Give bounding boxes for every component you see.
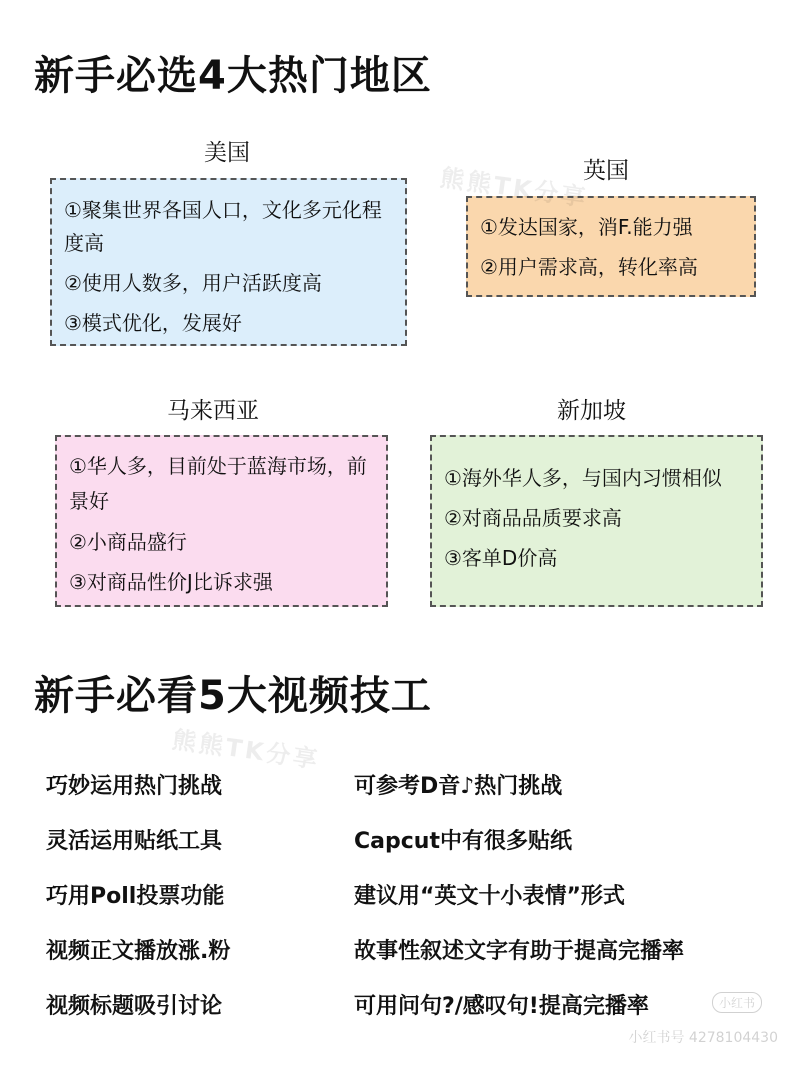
tip-row (46, 977, 776, 1032)
tip-row (46, 867, 776, 922)
section1-title: 新手必选4大热门地区 (34, 53, 432, 99)
usa-item-2: ②使用人数多，用户活跃度高 (64, 271, 322, 295)
singapore-item-3: ③客单D价高 (444, 546, 558, 570)
tip-left-2: 灵活运用贴纸工具 (46, 829, 223, 854)
tip-left-1: 巧妙运用热门挑战 (46, 774, 223, 799)
region-name-malaysia: 马来西亚 (167, 398, 259, 424)
watermark-2: 熊熊TK分享 (170, 725, 322, 775)
tip-row (46, 922, 776, 977)
singapore-item-1: ①海外华人多，与国内习惯相似 (444, 466, 722, 490)
uk-item-1: ①发达国家，消F.能力强 (480, 215, 693, 239)
tip-row (46, 812, 776, 867)
tip-row (46, 757, 776, 812)
tip-left-5: 视频标题吸引讨论 (46, 994, 223, 1019)
watermark-1: 熊熊TK分享 (438, 163, 590, 213)
malaysia-item-2: ②小商品盛行 (69, 530, 187, 554)
tips-list (46, 757, 776, 1032)
tip-right-2: Capcut中有很多贴纸 (354, 829, 572, 854)
section2-title: 新手必看5大视频技工 (34, 673, 432, 719)
region-name-usa: 美国 (204, 140, 250, 166)
region-box-malaysia (55, 435, 388, 607)
footer-logo: 小红书 (712, 992, 762, 1013)
usa-item-3: ③模式优化，发展好 (64, 311, 242, 335)
usa-item-1: ①聚集世界各国人口，文化多元化程度高 (64, 198, 382, 255)
footer-account: 小红书号 4278104430 (628, 1030, 778, 1046)
region-name-uk: 英国 (583, 158, 629, 184)
region-box-usa (50, 178, 407, 346)
singapore-item-2: ②对商品品质要求高 (444, 506, 622, 530)
tip-right-4: 故事性叙述文字有助于提高完播率 (354, 939, 685, 964)
malaysia-item-3: ③对商品性价J比诉求强 (69, 570, 273, 594)
uk-item-2: ②用户需求高，转化率高 (480, 255, 698, 279)
tip-left-3: 巧用Poll投票功能 (46, 884, 225, 909)
region-name-singapore: 新加坡 (557, 398, 626, 424)
region-box-singapore (430, 435, 763, 607)
tip-right-1: 可参考D音♪热门挑战 (354, 774, 563, 799)
tip-right-5: 可用问句?/感叹句!提高完播率 (354, 994, 649, 1019)
tip-right-3: 建议用“英文十小表情”形式 (354, 884, 625, 909)
region-box-uk (466, 196, 756, 297)
malaysia-item-1: ①华人多，目前处于蓝海市场，前景好 (69, 454, 367, 513)
tip-left-4: 视频正文播放涨.粉 (46, 939, 231, 964)
